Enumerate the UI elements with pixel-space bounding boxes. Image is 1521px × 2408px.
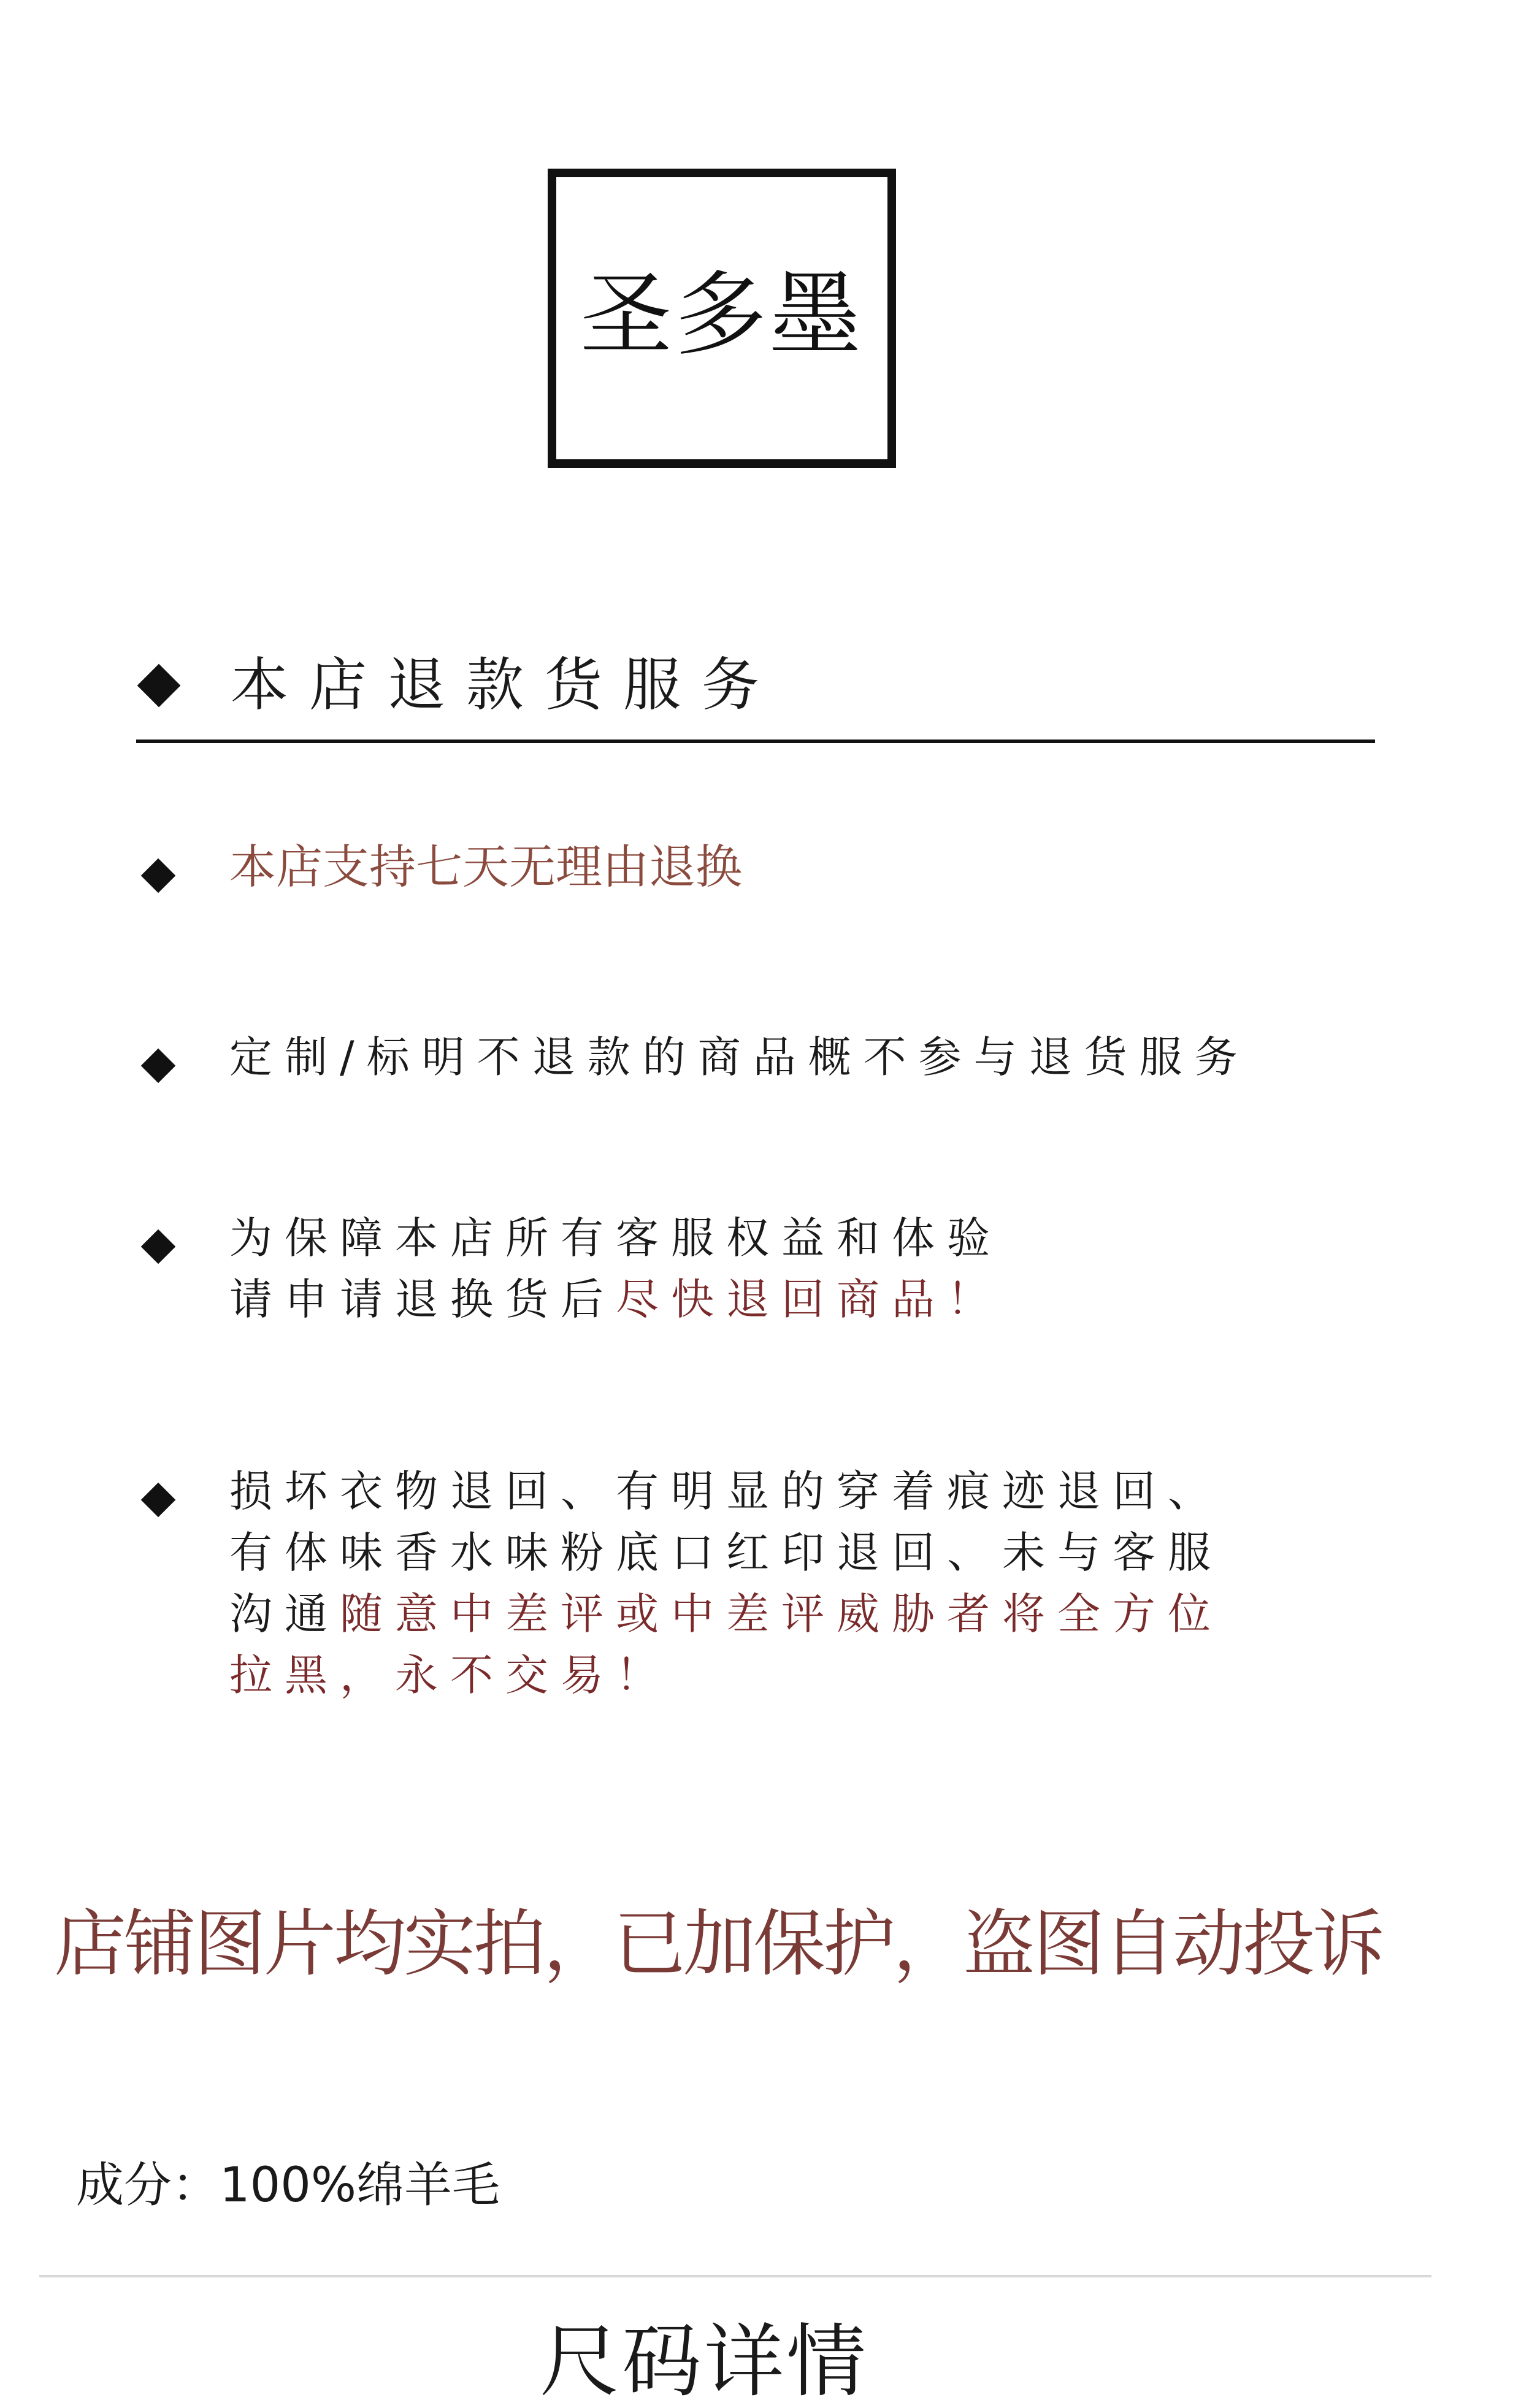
policy-item-body (229, 1213, 1002, 1340)
policy-text: 为保障本店所有客服权益和体验 (229, 1213, 1002, 1263)
brand-logo-text: 圣多墨 (580, 262, 864, 369)
diamond-bullet-icon (137, 664, 181, 708)
policy-highlight: 尽快退回商品！ (616, 1274, 1002, 1324)
policy-line (229, 1017, 1250, 1098)
photo-protection-notice: 店铺图片均实拍，已加保护，盗图自动投诉 (54, 1902, 1383, 1986)
policy-highlight: 拉黑，永不交易！ (229, 1650, 671, 1700)
policy-text: 有体味香水味粉底口红印退回、未与客服 (229, 1527, 1223, 1578)
policy-item-body (229, 1466, 1223, 1716)
policy-text: 定制/标明不退款的商品概不参与退货服务 (229, 1032, 1250, 1082)
section-heading (136, 643, 780, 728)
policy-line (229, 1259, 1002, 1340)
policy-text: 沟通 (229, 1589, 340, 1639)
diamond-bullet-icon (141, 1483, 176, 1518)
policy-text: 请申请退换货后 (229, 1274, 616, 1324)
policy-item (139, 1213, 1002, 1340)
policy-highlight: 随意中差评或中差评威胁者将全方位 (340, 1589, 1223, 1639)
heading-divider (136, 740, 1375, 743)
diamond-bullet-icon (141, 1229, 176, 1264)
policy-item (139, 839, 742, 908)
section-title: 本店退款货服务 (231, 652, 781, 719)
policy-text: 损坏衣物退回、有明显的穿着痕迹退回、 (229, 1466, 1223, 1516)
diamond-bullet-icon (141, 858, 176, 893)
policy-item-body (229, 1032, 1250, 1098)
policy-item-body (229, 839, 742, 908)
policy-item (139, 1466, 1223, 1716)
size-details-title: 尺码详情 (540, 2315, 869, 2408)
policy-line (229, 1635, 1223, 1716)
brand-logo (548, 169, 896, 468)
policy-line (229, 827, 742, 908)
policy-item (139, 1032, 1250, 1098)
content-divider (39, 2275, 1431, 2277)
material-composition: 成分：100%绵羊毛 (76, 2158, 500, 2213)
diamond-bullet-icon (141, 1049, 176, 1084)
policy-highlight: 本店支持七天无理由退换 (229, 839, 742, 894)
